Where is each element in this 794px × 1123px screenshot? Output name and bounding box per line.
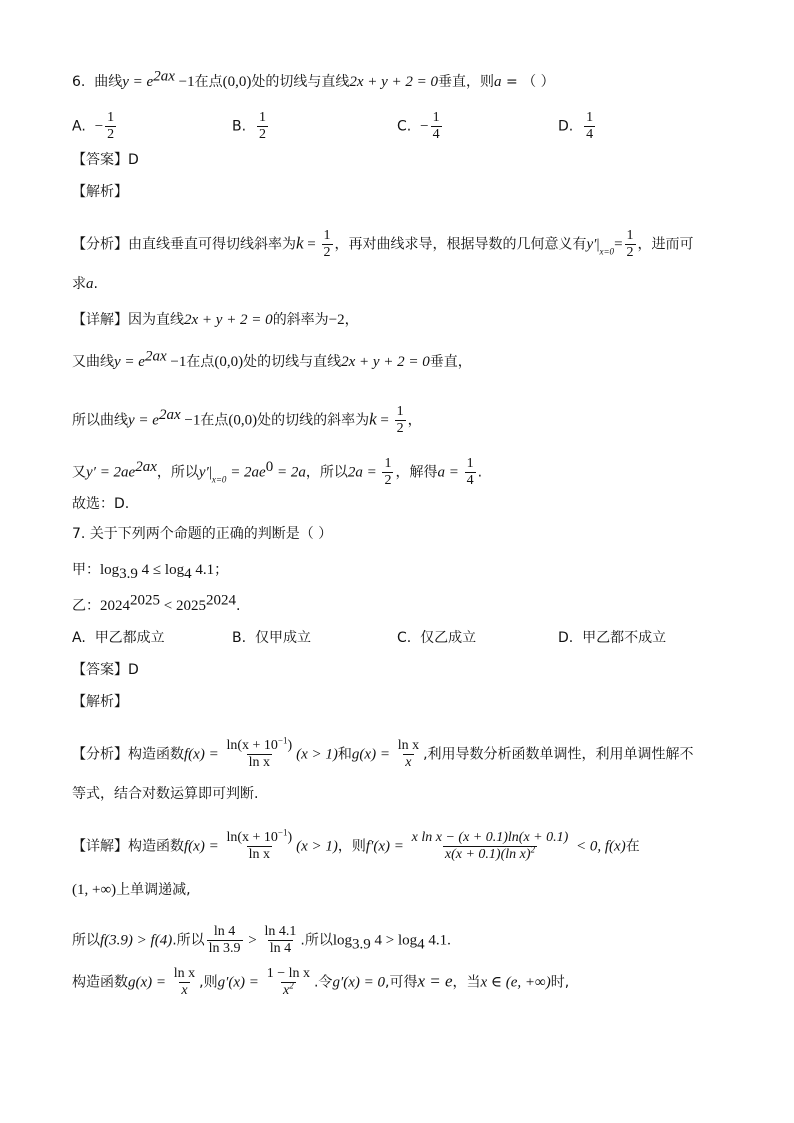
- q7-fenxi-cont: 等式，结合对数运算即可判断.: [72, 786, 259, 802]
- q6-xiangjie-4: 又$y' = 2ae^{2ax}$，所以$y'|_{x=0} = 2ae^0 = 2a$，所以2a = $\frac{1}{2}$ ，解得a = $\frac{1}{4}$ .: [72, 456, 483, 488]
- q6-xiangjie-1: 【详解】因为直线2x + y + 2 = 0的斜率为−2，: [72, 312, 359, 328]
- q7-number: 7.: [72, 526, 86, 542]
- q6-option-b: B. $\frac{1}{2}$: [232, 110, 266, 142]
- q6-analysis-title: 【解析】: [72, 184, 128, 200]
- q7-option-a: A. 甲乙都成立: [72, 630, 165, 646]
- q6-number: 6.: [72, 74, 86, 90]
- q6-xiangjie-3: 所以曲线$y = e^{2ax} -1$在点(0,0)处的切线的斜率为k = $\frac{1}{2}$ ，: [72, 404, 422, 436]
- q7-xiangjie-4: 构造函数g(x) = $\frac{\text{ln x}}{x}$ ,则g′(x) = $\frac{\text{1 − ln x}}{x^2}$ .令g′(x) = 0,可得x = e，当x ∈ (e, +∞)时,: [72, 966, 570, 998]
- q7-option-d: D. 甲乙都不成立: [558, 630, 667, 646]
- q7-xiangjie-2: (1, +∞)上单调递减,: [72, 882, 191, 898]
- fraction: $\frac{1}{4}$: [586, 110, 594, 142]
- q7-xiangjie-1: 【详解】构造函数f(x) = $\frac{\ln(x + 10^{-1})}{\text{ln x}}$ (x > 1)，则f′(x) = $\frac{\text{x ln x − (x + 0.1)ln(x + 0.1)}}{x(x + 0.1)(\ln x)^2}$ < 0, f(x)在: [72, 827, 640, 862]
- q6-option-c: C. − $\frac{1}{4}$: [397, 110, 440, 142]
- q7-answer: 【答案】D: [72, 662, 139, 678]
- fraction: $\frac{1}{2}$: [258, 110, 266, 142]
- fraction: $\frac{1}{2}$: [107, 110, 115, 142]
- q7-fenxi: 【分析】构造函数f(x) = $\frac{\ln(x + 10^{-1})}{\text{ln x}}$ (x > 1)和g(x) = $\frac{\text{ln x}}{x}$ ,利用导数分析函数单调性，利用单调性解不: [72, 735, 694, 770]
- q6-option-a: A. − $\frac{1}{2}$: [72, 110, 115, 142]
- fraction: $\frac{1}{4}$: [432, 110, 440, 142]
- q6-xiangjie-2: 又曲线$y = e^{2ax} -1$在点(0,0)处的切线与直线2x + y + 2 = 0垂直，: [72, 348, 472, 370]
- q6-fenxi: 【分析】由直线垂直可得切线斜率为k = $\frac{1}{2}$ ，再对曲线求导，根据导数的几何意义有$y'|_{x=0}=$ $\frac{1}{2}$ ，进而可: [72, 228, 694, 260]
- q7-yi: 乙：$2024^{2025} < 2025^{2024}$.: [72, 592, 241, 614]
- q7-option-c: C. 仅乙成立: [397, 630, 477, 646]
- q6-option-d: D. $\frac{1}{4}$: [558, 110, 594, 142]
- q6-answer: 【答案】D: [72, 152, 139, 168]
- q7-option-b: B. 仅甲成立: [232, 630, 311, 646]
- q7-analysis-title: 【解析】: [72, 694, 128, 710]
- q7-jia: 甲：$\log_{3.9} 4 \le \log_4 4.1$；: [72, 562, 229, 582]
- q6-choose: 故选：D.: [72, 496, 130, 512]
- q6-stem: 6. 曲线$y = e^{2ax} -1$在点(0,0)处的切线与直线2x + y + 2 = 0垂直，则a = （ ）: [72, 68, 555, 90]
- q7-xiangjie-3: 所以f(3.9) > f(4).所以 $\frac{\ln 4}{\ln 3.9}$ > $\frac{\ln 4.1}{\ln 4}$ .所以$\log_{3.9} 4 > \log_4 4.1$.: [72, 924, 451, 956]
- q7-stem: 7. 关于下列两个命题的正确的判断是（ ）: [72, 526, 333, 542]
- q6-fenxi-cont: 求a.: [72, 276, 98, 292]
